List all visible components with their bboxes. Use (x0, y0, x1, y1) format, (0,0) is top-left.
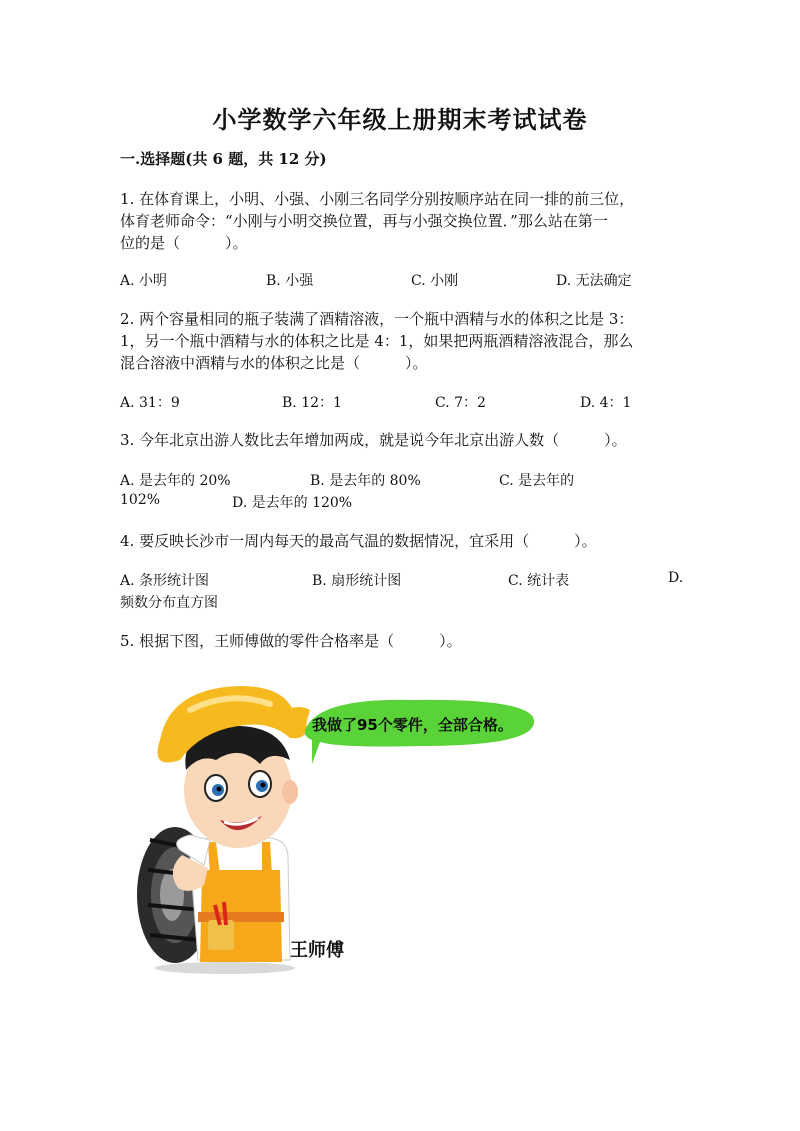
worker-head (184, 726, 298, 848)
speech-bubble-text: 我做了95个零件，全部合格。 (312, 716, 513, 734)
question-4 (120, 530, 680, 552)
q1-option-c: C. 小刚 (411, 273, 459, 289)
q3-option-a: A. 是去年的 20% (120, 473, 231, 489)
question-line: 3. 今年北京出游人数比去年增加两成，就是说今年北京出游人数（ ）。 (120, 431, 627, 449)
exam-title: 小学数学六年级上册期末考试试卷 (212, 105, 588, 134)
question-1 (120, 188, 680, 254)
question-line: 5. 根据下图，王师傅做的零件合格率是（ ）。 (120, 632, 462, 650)
question-line: 位的是（ ）。 (120, 234, 248, 252)
q2-option-a: A. 31：9 (120, 395, 180, 411)
question-5 (120, 630, 680, 652)
q3-option-c-continued: 102% (120, 492, 161, 508)
question-line: 4. 要反映长沙市一周内每天的最高气温的数据情况，宜采用（ ）。 (120, 532, 597, 550)
q4-option-a: A. 条形统计图 (120, 573, 210, 589)
q1-option-b: B. 小强 (266, 273, 314, 289)
figure-caption: 王师傅 (290, 940, 344, 961)
question-line: 1，另一个瓶中酒精与水的体积之比是 4：1，如果把两瓶酒精溶液混合，那么 (120, 332, 634, 350)
question-line: 2. 两个容量相同的瓶子装满了酒精溶液，一个瓶中酒精与水的体积之比是 3： (120, 310, 634, 328)
question-line: 体育老师命令：“小刚与小明交换位置，再与小强交换位置．”那么站在第一 (120, 212, 608, 230)
q3-option-b: B. 是去年的 80% (310, 473, 421, 489)
q3-option-d: D. 是去年的 120% (232, 495, 353, 511)
question-2 (120, 308, 680, 374)
q3-option-c: C. 是去年的 (499, 473, 575, 489)
q1-option-d: D. 无法确定 (556, 273, 632, 289)
question-line: 混合溶液中酒精与水的体积之比是（ ）。 (120, 354, 428, 372)
speech-bubble (305, 700, 534, 764)
q4-option-d-continued: 频数分布直方图 (120, 595, 218, 611)
q4-option-c: C. 统计表 (508, 573, 570, 589)
worker-illustration (120, 680, 550, 980)
shadow (155, 962, 295, 974)
q4-option-d: D. (668, 570, 684, 586)
question-3 (120, 429, 680, 451)
q2-option-d: D. 4：1 (580, 395, 632, 411)
q2-option-c: C. 7：2 (435, 395, 486, 411)
section-heading: 一.选择题(共 6 题，共 12 分) (120, 150, 327, 168)
q1-option-a: A. 小明 (120, 273, 168, 289)
question-line: 1. 在体育课上，小明、小强、小刚三名同学分别按顺序站在同一排的前三位， (120, 190, 635, 208)
q4-option-b: B. 扇形统计图 (312, 573, 402, 589)
q2-option-b: B. 12：1 (282, 395, 342, 411)
